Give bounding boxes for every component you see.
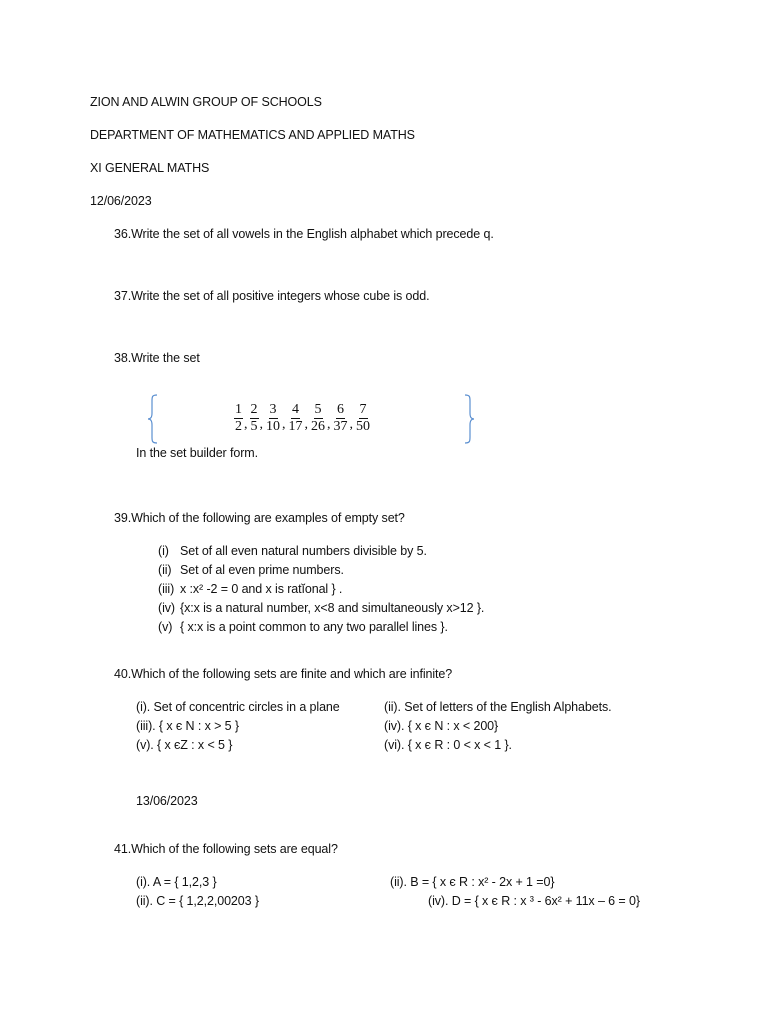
list-item: (i). A = { 1,2,3 } <box>136 875 217 889</box>
date-2: 13/06/2023 <box>136 794 198 808</box>
list-item: (ii) Set of al even prime numbers. <box>158 563 344 577</box>
list-item: (ii). C = { 1,2,2,00203 } <box>136 894 259 908</box>
list-item: (iv). { x є N : x < 200} <box>384 719 499 733</box>
list-item: (v). { x єZ : x < 5 } <box>136 738 233 752</box>
fraction-set: $\frac{1}{2}$ , $\frac{2}{5}$ , $\frac{3}{10}$ , $\frac{4}{17}$ , $\frac{5}{26}$ , $\frac{6}{37}$ , $\frac{7}{50}$ <box>235 402 370 434</box>
list-item: (i). Set of concentric circles in a plane <box>136 700 340 714</box>
list-item: (ii). Set of letters of the English Alphabets. <box>384 700 612 714</box>
question-40: 40.Which of the following sets are finite and which are infinite? <box>114 667 453 681</box>
fraction: $\frac{1}{2}$ <box>235 402 242 434</box>
list-item: (vi). { x є R : 0 < x < 1 }. <box>384 738 512 752</box>
date-1: 12/06/2023 <box>90 194 152 208</box>
question-41: 41.Which of the following sets are equal? <box>114 842 338 856</box>
list-item: (i) Set of all even natural numbers divisible by 5. <box>158 544 427 558</box>
list-item: (iii) x :x² -2 = 0 and x is ratĭonal } . <box>158 582 343 596</box>
fraction: $\frac{4}{17}$ <box>288 402 303 434</box>
fraction: $\frac{2}{5}$ <box>250 402 258 434</box>
list-item: (iv). D = { x є R : x ³ - 6x² + 11x – 6 = 0} <box>428 894 640 908</box>
fraction: $\frac{7}{50}$ <box>356 402 370 434</box>
question-39: 39.Which of the following are examples of empty set? <box>114 511 405 525</box>
question-38-suffix: In the set builder form. <box>136 446 258 460</box>
fraction: $\frac{5}{26}$ <box>311 402 325 434</box>
department-name: DEPARTMENT OF MATHEMATICS AND APPLIED MATHS <box>90 128 415 142</box>
list-item: (iv) {x:x is a natural number, x<8 and simultaneously x>12 }. <box>158 601 485 615</box>
class-name: XI GENERAL MATHS <box>90 161 210 175</box>
school-name: ZION AND ALWIN GROUP OF SCHOOLS <box>90 95 322 109</box>
question-37: 37.Write the set of all positive integers whose cube is odd. <box>114 289 430 303</box>
fraction: $\frac{3}{10}$ <box>266 402 280 434</box>
right-brace-icon <box>462 393 476 445</box>
list-item: (ii). B = { x є R : x² - 2x + 1 =0} <box>390 875 555 889</box>
question-36: 36.Write the set of all vowels in the English alphabet which precede q. <box>114 227 494 241</box>
list-item: (v) { x:x is a point common to any two parallel lines }. <box>158 620 448 634</box>
left-brace-icon <box>146 393 160 445</box>
fraction: $\frac{6}{37}$ <box>333 402 348 434</box>
list-item: (iii). { x є N : x > 5 } <box>136 719 239 733</box>
question-38: 38.Write the set <box>114 351 200 365</box>
